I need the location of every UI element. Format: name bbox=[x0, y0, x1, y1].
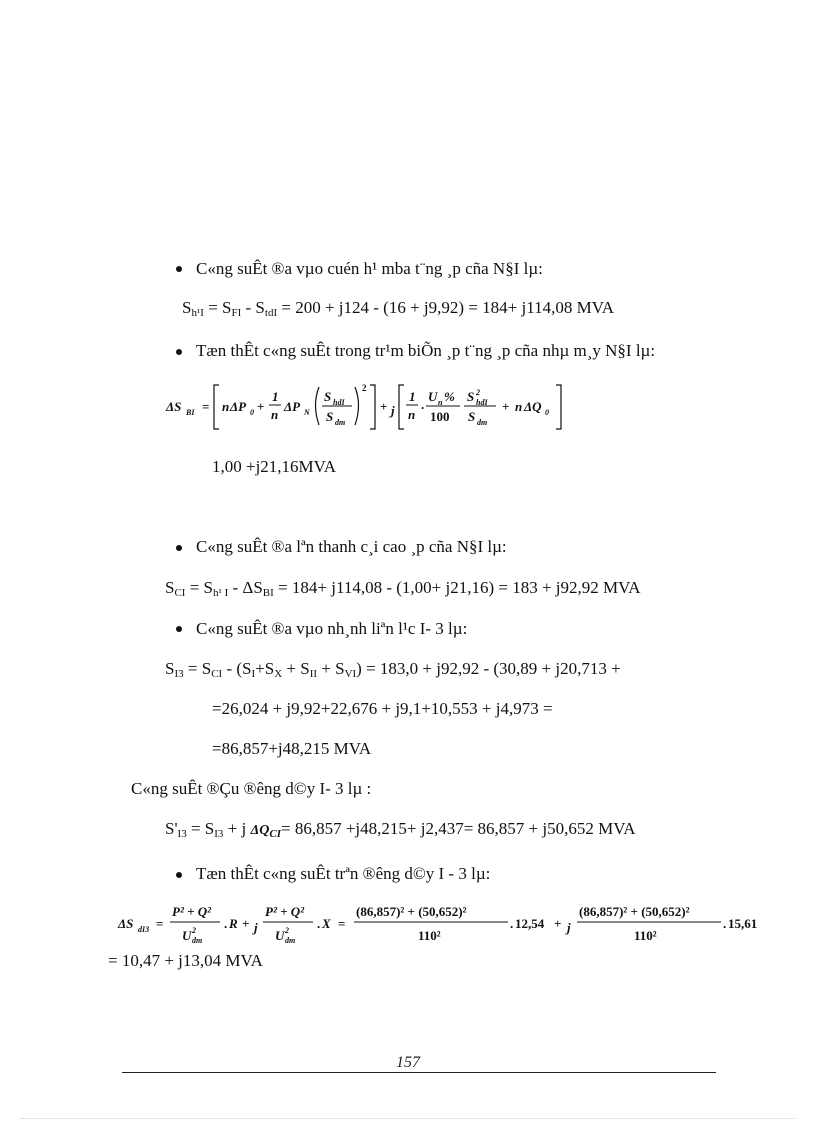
svg-text:X: X bbox=[322, 916, 331, 931]
svg-text:dm: dm bbox=[192, 936, 203, 945]
bullet-text-4: C«ng suÊt ®a vµo nh¸nh liªn l¹c I- 3 lµ: bbox=[196, 619, 468, 638]
svg-text:+: + bbox=[257, 399, 265, 414]
result-line-loss: = 10,47 + j13,04 MVA bbox=[108, 951, 263, 970]
equation-sci: $S_{CI} = S_{h^1 I} - \Delta S_{BI} = 184+ j114,08 - (1,00+ j21,16) = 183 + j92,92$ MVA bbox=[165, 578, 641, 599]
svg-text:2: 2 bbox=[362, 383, 367, 393]
svg-text:j: j bbox=[254, 920, 258, 935]
equation-s-prime: $S'_{I3} = S_{I3} + j$ $\Delta Q_{CI}= 86,857 +j48,215+ j2,437= 86,857 + j50,652$ MVA bbox=[165, 819, 636, 840]
svg-text:+: + bbox=[242, 916, 250, 931]
svg-text:=: = bbox=[202, 399, 210, 414]
svg-text:n: n bbox=[408, 407, 416, 422]
svg-text:U: U bbox=[182, 928, 192, 943]
svg-text:+: + bbox=[380, 399, 388, 414]
svg-text:U: U bbox=[275, 928, 285, 943]
svg-text:110²: 110² bbox=[634, 928, 657, 943]
svg-text:U: U bbox=[428, 389, 438, 404]
svg-text:0: 0 bbox=[545, 408, 549, 417]
svg-text:0: 0 bbox=[250, 408, 254, 417]
svg-text:n: n bbox=[515, 399, 523, 414]
svg-text:R: R bbox=[229, 916, 238, 931]
svg-text:%: % bbox=[444, 389, 455, 404]
svg-text:ΔP: ΔP bbox=[284, 399, 301, 414]
bullet bbox=[176, 626, 182, 632]
svg-text:n: n bbox=[438, 398, 443, 407]
svg-text:n: n bbox=[222, 399, 230, 414]
formula-transformer-loss bbox=[164, 377, 584, 435]
svg-text:S: S bbox=[324, 389, 332, 404]
bullet bbox=[176, 349, 182, 355]
svg-text:2: 2 bbox=[192, 926, 196, 935]
svg-text:hdI: hdI bbox=[333, 398, 345, 407]
svg-text:dm: dm bbox=[335, 418, 346, 427]
svg-text:.: . bbox=[317, 916, 321, 931]
svg-text:=: = bbox=[156, 916, 164, 931]
svg-text:15,61: 15,61 bbox=[728, 916, 758, 931]
svg-text:P² + Q²: P² + Q² bbox=[172, 904, 212, 919]
svg-text:P² + Q²: P² + Q² bbox=[265, 904, 305, 919]
svg-text:2: 2 bbox=[476, 388, 480, 397]
svg-text:12,54: 12,54 bbox=[515, 916, 545, 931]
page-bottom-border bbox=[20, 1118, 796, 1119]
svg-text:1: 1 bbox=[272, 389, 279, 404]
svg-text:N: N bbox=[304, 408, 310, 417]
svg-text:+: + bbox=[502, 399, 510, 414]
svg-text:dm: dm bbox=[285, 936, 296, 945]
page-number: 157 bbox=[396, 1054, 420, 1071]
svg-text:ΔS: ΔS bbox=[118, 916, 134, 931]
svg-text:.: . bbox=[421, 397, 425, 412]
equation-s-h1: $S_{h^1I} = S_{FI} - S_{tdI} = 200 + j124 - (16 + j9,92) = 184+ j114,08$ MVA bbox=[182, 298, 615, 319]
bullet-text-3: C«ng suÊt ®a lªn thanh c¸i cao ¸p cña N§I lµ: bbox=[196, 537, 507, 556]
svg-text:100: 100 bbox=[430, 409, 450, 424]
svg-text:1: 1 bbox=[409, 389, 416, 404]
result-transformer-loss: 1,00 +j21,16MVA bbox=[212, 457, 337, 476]
bullet bbox=[176, 872, 182, 878]
svg-text:S: S bbox=[326, 409, 334, 424]
svg-text:.: . bbox=[510, 916, 514, 931]
svg-text:(86,857)² + (50,652)²: (86,857)² + (50,652)² bbox=[579, 904, 690, 919]
bullet bbox=[176, 545, 182, 551]
bullet-text-1: C«ng suÊt ®a vµo cuén h¹ mba t¨ng ¸p cña N§I lµ: bbox=[196, 259, 543, 278]
svg-text:.: . bbox=[723, 916, 727, 931]
svg-text:=: = bbox=[338, 916, 346, 931]
svg-text:(86,857)² + (50,652)²: (86,857)² + (50,652)² bbox=[356, 904, 467, 919]
equation-continuation-1: =26,024 + j9,92+22,676 + j9,1+10,553 + j4,973 = bbox=[212, 699, 553, 718]
svg-text:.: . bbox=[224, 916, 228, 931]
formula-line-loss bbox=[116, 900, 776, 948]
svg-text:j: j bbox=[567, 920, 571, 935]
paragraph-line-start: C«ng suÊt ®Çu ®êng d©y I- 3 lµ : bbox=[131, 779, 372, 798]
bullet-text-5: Tæn thÊt c«ng suÊt trªn ®êng d©y I - 3 lµ: bbox=[196, 864, 491, 883]
svg-text:n: n bbox=[271, 407, 279, 422]
bullet-text-2: Tæn thÊt c«ng suÊt trong tr¹m biÕn ¸p t¨ng ¸p cña nhµ m¸y N§I lµ: bbox=[196, 341, 656, 360]
svg-text:j: j bbox=[391, 403, 395, 418]
bullet bbox=[176, 266, 182, 272]
footer-rule bbox=[122, 1072, 716, 1073]
svg-text:+: + bbox=[554, 916, 562, 931]
svg-text:ΔP: ΔP bbox=[230, 399, 247, 414]
svg-text:ΔQ: ΔQ bbox=[524, 399, 542, 414]
svg-text:BI: BI bbox=[186, 408, 195, 417]
svg-text:S: S bbox=[467, 389, 475, 404]
svg-text:dm: dm bbox=[477, 418, 488, 427]
svg-text:hdI: hdI bbox=[476, 398, 488, 407]
svg-text:ΔS: ΔS bbox=[166, 399, 182, 414]
svg-text:S: S bbox=[468, 409, 476, 424]
svg-text:110²: 110² bbox=[418, 928, 441, 943]
equation-continuation-2: =86,857+j48,215 MVA bbox=[212, 739, 372, 758]
svg-text:dI3: dI3 bbox=[138, 925, 150, 934]
equation-si3: $S_{I3} = S_{CI} - (S_I+S_X + S_{II} + S_{VI}) = 183,0 + j92,92 - (30,89 + j20,713$ + bbox=[165, 659, 621, 680]
svg-text:2: 2 bbox=[285, 926, 289, 935]
